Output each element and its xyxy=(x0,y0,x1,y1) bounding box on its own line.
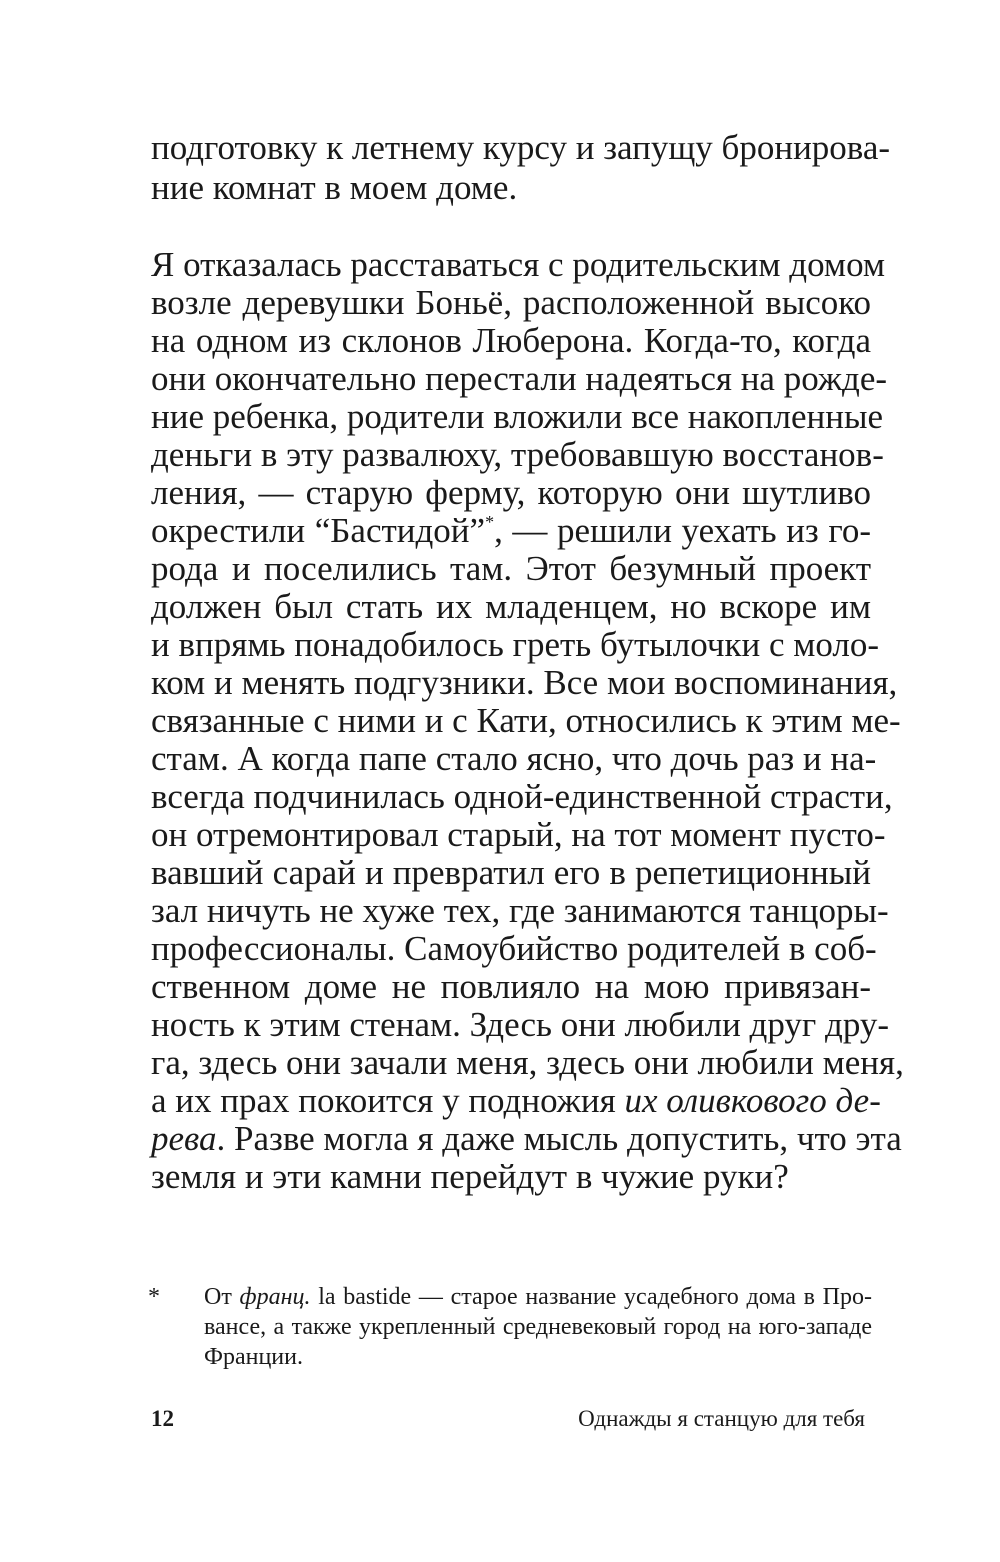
text-line: зал ничуть не хуже тех, где занимаются танцоры- xyxy=(151,891,889,930)
text-line: га, здесь они зачали меня, здесь они любили меня, xyxy=(151,1043,904,1082)
text-line: деньги в эту развалюху, требовавшую восстанов- xyxy=(151,435,884,474)
text-line: всегда подчинилась одной-единственной страсти, xyxy=(151,777,893,816)
footnote-line: Франции. xyxy=(204,1344,303,1370)
text-line: они окончательно перестали надеяться на рожде- xyxy=(151,359,888,398)
text-run: . Разве могла я даже мысль допустить, что эта xyxy=(216,1119,902,1158)
text-line: он отремонтировал старый, на тот момент пусто- xyxy=(151,815,886,854)
footnote-line: вансе, а также укрепленный средневековый город на юго-западе xyxy=(204,1314,872,1340)
text-line: ком и менять подгузники. Все мои воспоминания, xyxy=(151,663,898,702)
page-number: 12 xyxy=(151,1406,174,1431)
text-line: ления, — старую ферму, которую они шутливо xyxy=(151,473,871,512)
text-line: профессионалы. Самоубийство родителей в соб- xyxy=(151,929,877,968)
italic-run: их оливкового де- xyxy=(624,1081,881,1120)
text-line: должен был стать их младенцем, но вскоре им xyxy=(151,587,871,626)
text-line: ность к этим стенам. Здесь они любили друг дру- xyxy=(151,1005,890,1044)
text-line: ние ребенка, родители вложили все накопленные xyxy=(151,397,884,436)
text-line xyxy=(151,1081,881,1121)
italic-run: франц. xyxy=(239,1284,311,1310)
running-title: Однажды я станцую для тебя xyxy=(578,1406,865,1431)
text-line xyxy=(151,511,871,551)
text-line: стам. А когда папе стало ясно, что дочь раз и на- xyxy=(151,739,877,778)
italic-run: рева xyxy=(151,1119,217,1158)
footnote-line xyxy=(204,1282,872,1312)
text-line: и впрямь понадобилось греть бутылочки с моло- xyxy=(151,625,880,664)
text-line: вавший сарай и превратил его в репетиционный xyxy=(151,853,871,892)
footnote-reference[interactable]: * xyxy=(485,512,495,532)
text-line: возле деревушки Боньё, расположенной высоко xyxy=(151,283,871,322)
text-run: la bastide — старое название усадебного дома в Про- xyxy=(310,1284,872,1310)
text-run: , — решили уехать из го- xyxy=(494,511,871,550)
text-line: связанные с ними и с Кати, относились к этим ме- xyxy=(151,701,901,740)
text-run: окрестили “Бастидой” xyxy=(151,511,486,550)
text-line xyxy=(151,1119,902,1159)
text-line: ственном доме не повлияло на мою привязан- xyxy=(151,967,871,1006)
text-line: Я отказалась расставаться с родительским домом xyxy=(151,245,886,284)
text-line: земля и эти камни перейдут в чужие руки? xyxy=(151,1157,789,1196)
text-line: ние комнат в моем доме. xyxy=(151,168,518,207)
footnote-marker: * xyxy=(148,1284,160,1310)
text-run: От xyxy=(204,1284,240,1310)
text-line: подготовку к летнему курсу и запущу бронирова- xyxy=(151,128,891,167)
text-line: рода и поселились там. Этот безумный проект xyxy=(151,549,871,588)
text-line: на одном из склонов Люберона. Когда-то, когда xyxy=(151,321,871,360)
text-run: а их прах покоится у подножия xyxy=(151,1081,625,1120)
